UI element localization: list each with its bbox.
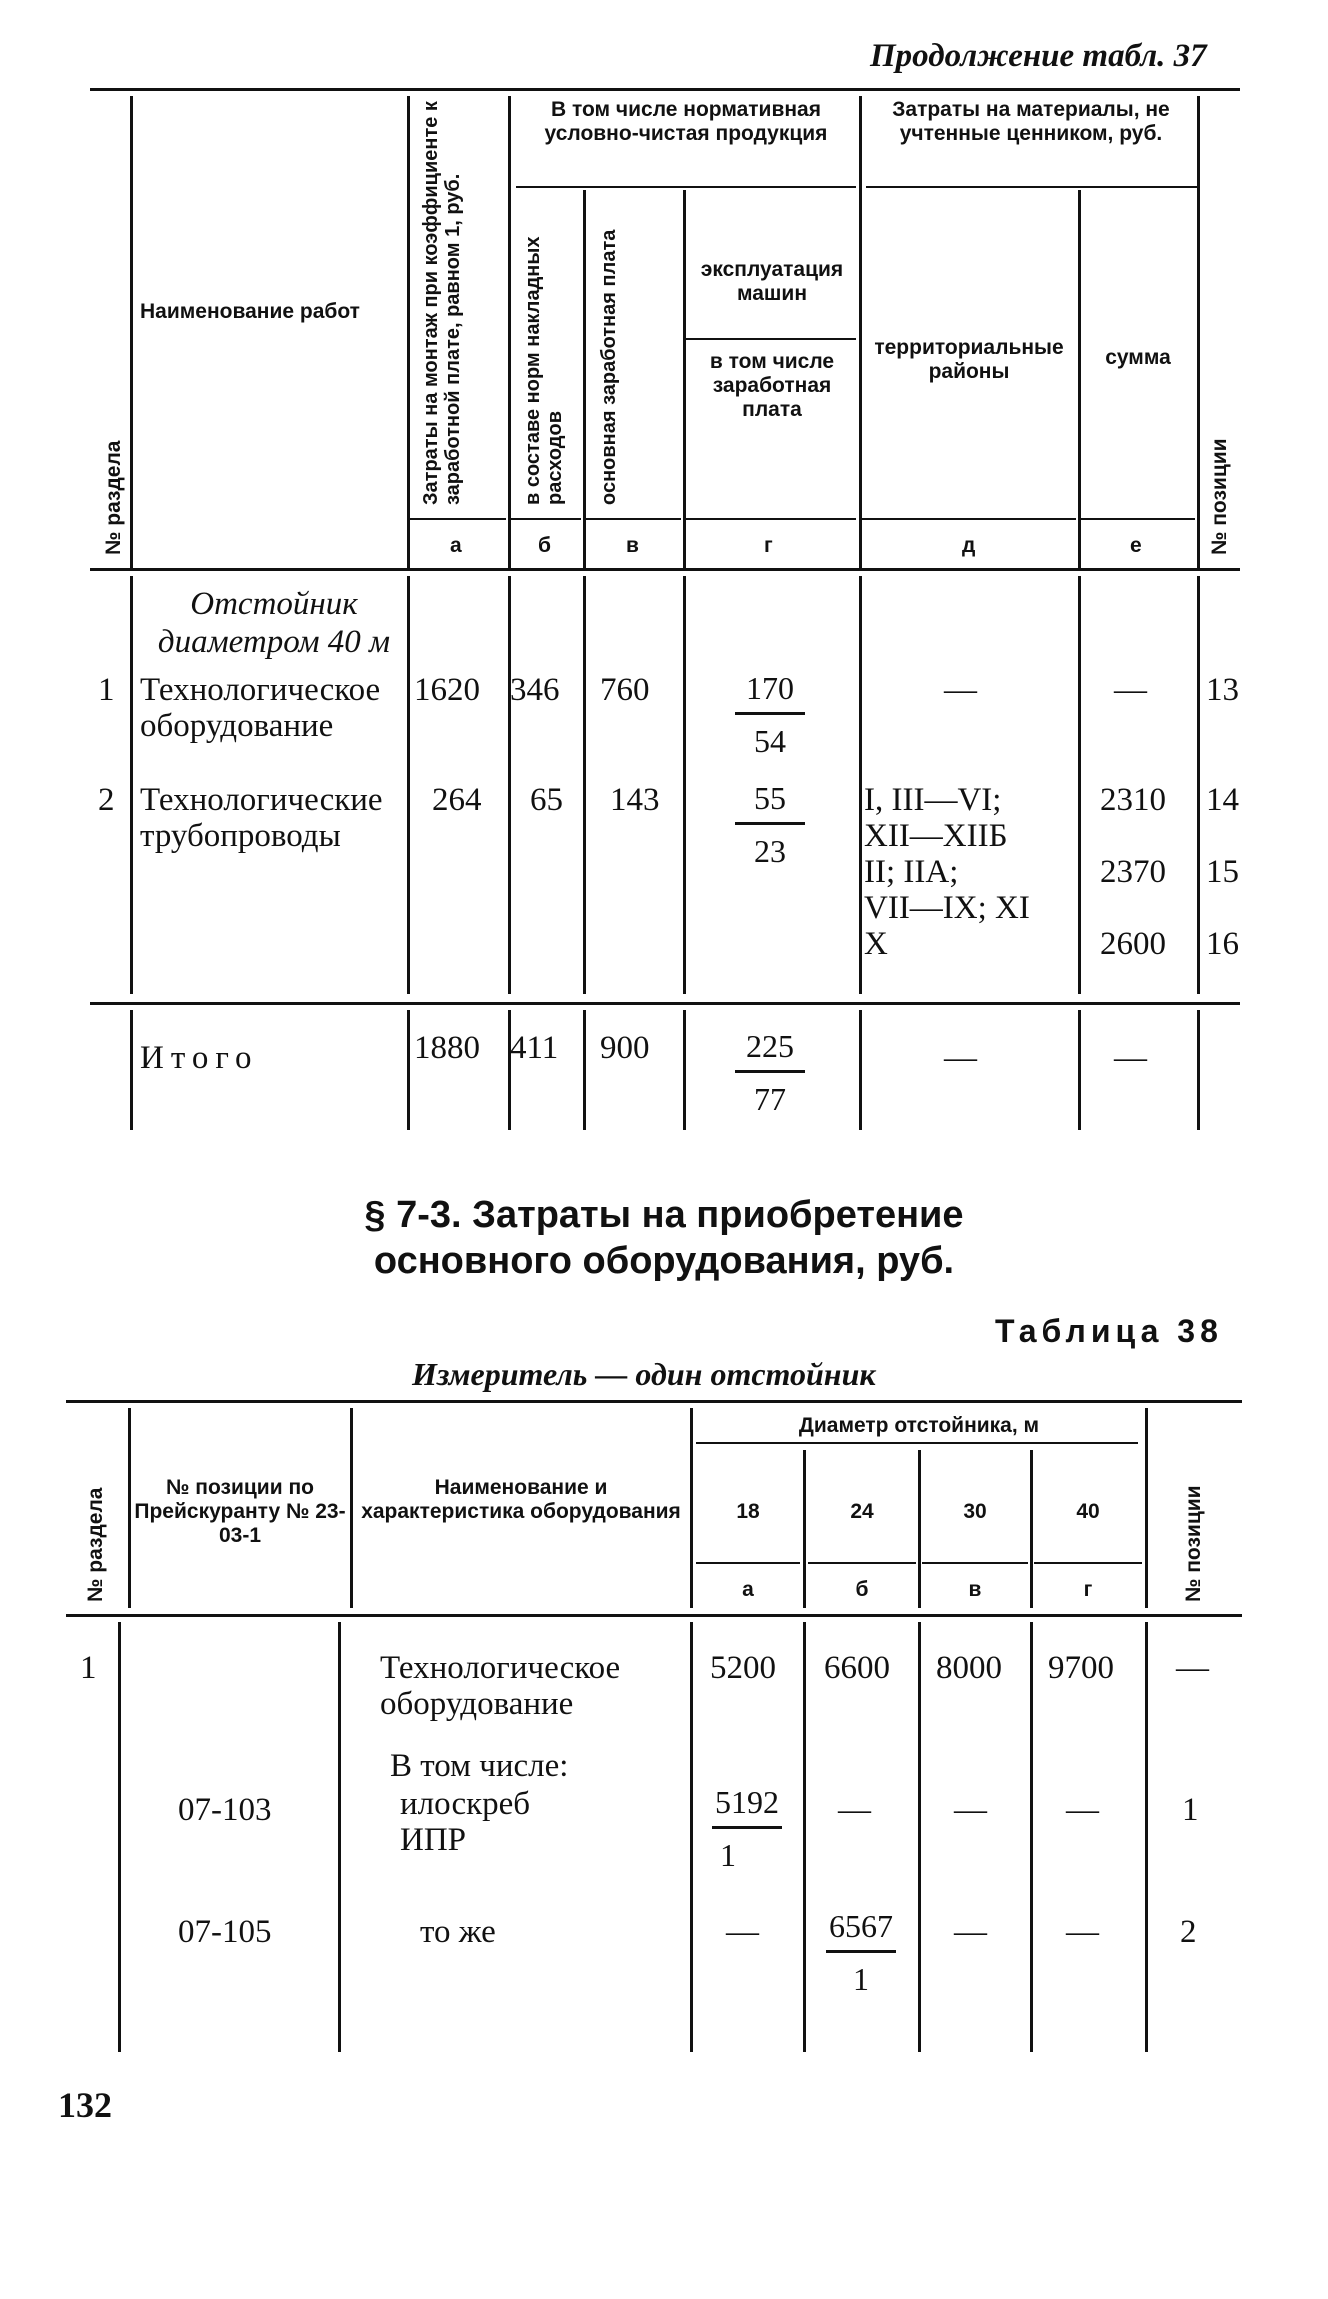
pricelist-code: 07-103 [178,1792,272,1828]
header-equipment-name: Наименование и характеристика оборудования [361,1476,681,1523]
header-diam-40: 40 [1076,1500,1100,1523]
header-col-g-bottom: в том числе заработная плата [709,350,835,421]
letter-a: а [450,534,462,557]
header-section-no: № раздела [102,440,125,555]
letter-g: г [764,534,773,557]
work-name: Технологические трубопроводы [140,782,383,854]
header-col-b: в составе норм накладных расходов [522,236,566,505]
group-title: Отстойник диаметром 40 м [157,586,391,660]
letter-b: б [538,534,551,557]
total-label: Итого [140,1040,259,1076]
section-title-line-1: § 7-3. Затраты на приобретение [364,1194,964,1236]
letter-d: д [962,534,976,557]
fraction-g: 225 77 [725,1026,815,1119]
header-col-g-top: эксплуатация машин [700,258,844,305]
table-38-measure: Измеритель — один отстойник [412,1356,876,1392]
header-diam-18: 18 [736,1500,760,1523]
fraction-24: 6567 1 [816,1906,906,1999]
header-col-e: сумма [1105,346,1171,369]
including-label: В том числе: [390,1748,569,1784]
header-position-no: № позиции [1208,438,1231,555]
equipment-name: Технологическое оборудование [380,1650,621,1722]
header-col-d: территориальные районы [874,336,1064,383]
section-title [0,1192,1328,1284]
letter-e: е [1130,534,1142,557]
pricelist-code: 07-105 [178,1914,272,1950]
header-diameter: Диаметр отстойника, м [798,1414,1040,1437]
work-name: Технологическое оборудование [140,672,381,744]
table-38-label: Таблица 38 [995,1313,1223,1349]
fraction-18: 5192 1 [702,1782,792,1875]
header-position-no: № позиции [1182,1485,1205,1602]
header-col-v: основная заработная плата [598,229,620,505]
header-col-a: Затраты на монтаж при коэффициенте к заработной плате, равном 1, руб. [420,101,464,505]
header-section-no: № раздела [84,1487,107,1602]
letter-g: г [1083,1578,1093,1601]
letter-b: б [855,1578,869,1601]
header-pricelist-position: № позиции по Прейскуранту № 23-03-1 [134,1476,346,1547]
letter-a: а [742,1578,754,1601]
page-number: 132 [58,2085,112,2125]
header-group-materials: Затраты на материалы, не учтенные ценником, руб. [892,98,1170,145]
header-diam-24: 24 [850,1500,874,1523]
letter-v: в [968,1578,982,1601]
header-work-name: Наименование работ [140,300,360,323]
fraction-g: 55 23 [725,778,815,871]
header-diam-30: 30 [963,1500,987,1523]
header-group-norm: В том числе нормативная условно-чистая продукция [544,98,828,145]
running-head: Продолжение табл. 37 [870,38,1207,74]
letter-v: в [626,534,639,557]
section-title-line-2: основного оборудования, руб. [373,1240,955,1282]
fraction-g: 170 54 [725,668,815,761]
